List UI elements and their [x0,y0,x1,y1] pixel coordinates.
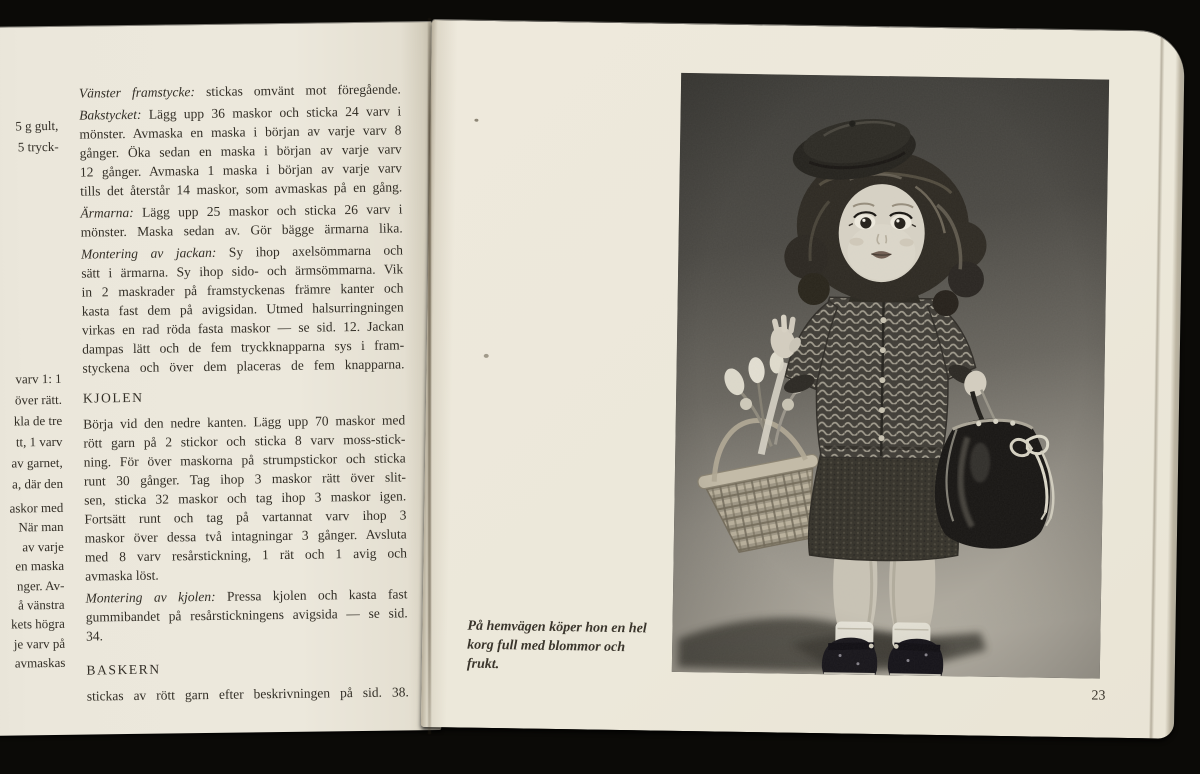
dust-speck [484,354,489,358]
text-line: avmaskas [14,655,66,671]
vignette-overlay [672,73,1109,679]
right-page [421,20,1185,739]
text-line: kla de tre [13,412,63,429]
page-number: 23 [1091,688,1106,704]
pattern-text-block [79,79,409,708]
paragraph-armarna [80,199,402,241]
text-line: tt, 1 varv [15,433,63,450]
text-line: runt 30 gånger. Tag ihop 3 maskor rätt över slit- [83,469,407,489]
text-line: en maska [15,558,65,574]
text-line: Ärmarna: Lägg upp 25 maskor och sticka 26 varv i [80,201,403,221]
text-line: avmaska löst. [85,567,159,584]
text-line: Bakstycket: Lägg upp 36 maskor och sticka 24 varv i [79,103,402,123]
text-line: Börja vid den nedre kanten. Lägg upp 70 maskor med [83,412,406,432]
paragraph-montering-kjolen [85,584,408,645]
text-line: askor med [9,499,64,516]
left-page [0,22,441,736]
text-line: kets högra [10,616,65,632]
text-line: 5 tryck- [17,138,59,155]
text-line: över rätt. [14,391,63,408]
photo-caption [467,617,673,677]
text-line: mönster. Avmaska en maska i början av varje varv 8 [79,122,402,142]
text-line: rött garn på 2 stickor och sticka 8 varv moss-stick- [83,431,406,451]
paragraph-vanster-framstycke [79,79,401,102]
margin-fragment-group [0,368,63,495]
text-line: gånger. Öka sedan en maska i början av varje varv [79,141,402,161]
text-line: 5 g gult, [15,117,59,134]
margin-fragment-group [0,498,65,674]
text-line: stickas av rött garn efter beskrivningen på sid. 38. [86,684,409,704]
text-line: varv 1: 1 [15,370,62,387]
text-line: På hemvägen köper hon en hel [467,618,647,637]
text-line: Vänster framstycke: stickas omvänt mot föregående. [78,81,401,101]
text-line: dampas lätt och de fem tryckknapparna sys i fram- [82,337,405,357]
text-line: med 8 varv resårstickning, 1 rät och 1 avig och [84,545,408,565]
text-line: av varje [22,538,64,555]
text-line: Montering av jackan: Sy ihop axelsömmarna och [80,242,404,262]
text-line: sätt i ärmarna. Sy ihop sido- och ärmsömmarna. Vik [81,261,404,281]
text-line: in 2 maskrader på framstyckenas främre kanter och [81,280,404,300]
text-line: När man [18,519,64,535]
text-line: kasta fast dem på avigsidan. Utmed halsurringningen [81,299,404,319]
paragraph-baskern-body [87,682,409,705]
text-line: 34. [85,628,103,644]
text-line: frukt. [466,656,500,673]
text-line: tills det återstår 14 maskor, som avmaskas på en gång. [80,179,403,199]
dust-speck [474,119,478,122]
paragraph-montering-jackan [81,240,405,377]
text-line: korg full med blommor och [467,637,626,656]
text-line: 12 gånger. Avmaska 1 maska i början av varje varv [79,160,403,180]
text-line: nger. Av- [16,577,65,594]
text-line: sen, sticka 32 maskor och tag ihop 3 maskor igen. [84,488,407,508]
text-line: je varv på [13,635,66,652]
text-line: maskor över dessa två intagningar 3 gånger. Avsluta [84,526,407,546]
section-heading-kjolen: KJOLEN [82,389,144,406]
text-line: Fortsätt runt och tag på vartannat varv ihop 3 [84,507,407,527]
book-gutter-seam [428,18,431,734]
text-line: styckena och över dem placeras de fem knapparna. [82,356,405,376]
text-line: mönster. Maska sedan av. Gör bägge ärmarna lika. [80,220,403,240]
text-line: ning. För över maskorna på strumpstickor och sticka [83,450,406,470]
paragraph-bakstycket [79,101,402,200]
text-line: Montering av kjolen: Pressa kjolen och kasta fast [85,586,408,606]
text-line: virkas en rad röda fasta maskor — se sid. 12. Jackan [81,318,405,338]
paragraph-kjolen-body [83,410,407,585]
margin-fragment-group [0,115,59,158]
text-line: å vänstra [17,596,65,613]
section-heading-baskern: BASKERN [86,661,161,678]
text-line: a, där den [12,475,64,492]
text-line: av garnet, [11,454,63,471]
doll-photo [672,73,1109,679]
text-line: gummibandet på resårstickningens avigsida — se sid. [85,605,408,625]
